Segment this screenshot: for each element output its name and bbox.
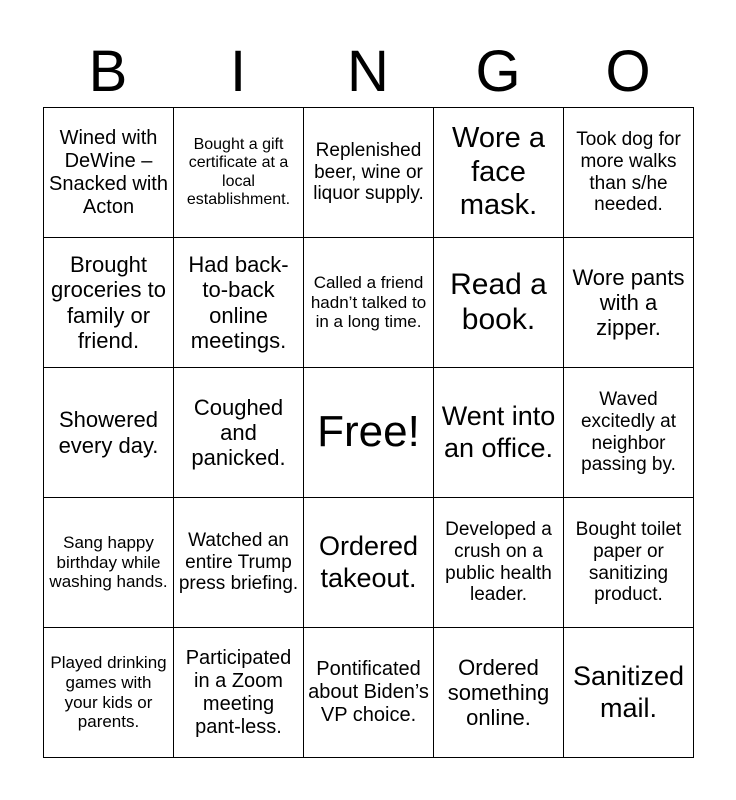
bingo-cell[interactable]: Waved excitedly at neighbor passing by.: [564, 368, 694, 498]
bingo-cell[interactable]: Showered every day.: [44, 368, 174, 498]
free-space[interactable]: Free!: [304, 368, 434, 498]
bingo-cell[interactable]: Played drinking games with your kids or parents.: [44, 628, 174, 758]
bingo-cell[interactable]: Developed a crush on a public health leader.: [434, 498, 564, 628]
bingo-cell[interactable]: Went into an office.: [434, 368, 564, 498]
bingo-row-3: [44, 368, 694, 498]
bingo-cell[interactable]: Sang happy birthday while washing hands.: [44, 498, 174, 628]
bingo-card: [43, 107, 694, 758]
bingo-cell[interactable]: Wore a face mask.: [434, 108, 564, 238]
bingo-cell[interactable]: Pontificated about Biden’s VP choice.: [304, 628, 434, 758]
header-letter-o: O: [605, 39, 651, 104]
header-letter-i: I: [229, 39, 247, 104]
header-letter-b: B: [88, 39, 128, 104]
bingo-cell[interactable]: Participated in a Zoom meeting pant-less.: [174, 628, 304, 758]
bingo-cell[interactable]: Brought groceries to family or friend.: [44, 238, 174, 368]
bingo-cell[interactable]: Bought a gift certificate at a local establishment.: [174, 108, 304, 238]
header-letter-n: N: [347, 39, 389, 104]
header-letter-g: G: [475, 39, 521, 104]
bingo-cell[interactable]: Read a book.: [434, 238, 564, 368]
bingo-cell[interactable]: Took dog for more walks than s/he needed.: [564, 108, 694, 238]
bingo-cell[interactable]: Ordered takeout.: [304, 498, 434, 628]
bingo-row-1: [44, 108, 694, 238]
bingo-row-2: [44, 238, 694, 368]
bingo-cell[interactable]: Replenished beer, wine or liquor supply.: [304, 108, 434, 238]
bingo-row-4: [44, 498, 694, 628]
bingo-cell[interactable]: Sanitized mail.: [564, 628, 694, 758]
bingo-cell[interactable]: Watched an entire Trump press briefing.: [174, 498, 304, 628]
bingo-cell[interactable]: Wore pants with a zipper.: [564, 238, 694, 368]
bingo-cell[interactable]: Ordered something online.: [434, 628, 564, 758]
bingo-cell[interactable]: Called a friend hadn’t talked to in a long time.: [304, 238, 434, 368]
bingo-cell[interactable]: Bought toilet paper or sanitizing product.: [564, 498, 694, 628]
bingo-row-5: [44, 628, 694, 758]
bingo-cell[interactable]: Had back-to-back online meetings.: [174, 238, 304, 368]
bingo-cell[interactable]: Coughed and panicked.: [174, 368, 304, 498]
bingo-header: [43, 36, 693, 108]
bingo-cell[interactable]: Wined with DeWine – Snacked with Acton: [44, 108, 174, 238]
